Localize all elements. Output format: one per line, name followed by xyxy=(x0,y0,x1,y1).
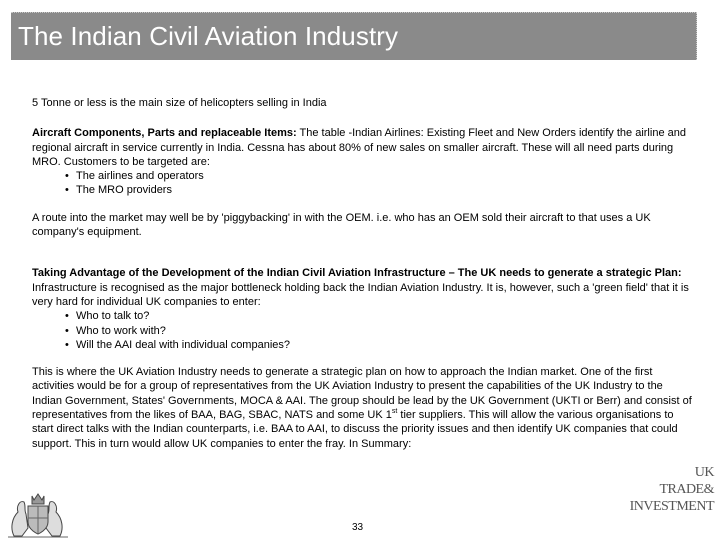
page-number: 33 xyxy=(352,522,364,533)
list-item: • The airlines and operators xyxy=(76,169,692,183)
helicopter-size-paragraph: 5 Tonne or less is the main size of helicopters selling in India xyxy=(32,97,327,109)
infrastructure-paragraph xyxy=(32,266,692,309)
aircraft-components-text: The table -Indian Airlines: Existing Fleet and New Orders identify the airline and regional aircraft in service currently in India. Cessna has about 80% of new sales on smaller aircraft. These will all need parts during MRO. Customers to be targeted are: xyxy=(32,127,686,168)
aircraft-components-paragraph xyxy=(32,126,692,169)
list-item: • Who to talk to? xyxy=(76,309,692,323)
uk-trade-investment-logo: UK TRADE& INVESTMENT xyxy=(629,465,714,514)
slide-body xyxy=(32,96,692,451)
target-customers-list xyxy=(32,169,692,198)
infrastructure-heading: Taking Advantage of the Development of the Indian Civil Aviation Infrastructure – The UK needs to generate a strategic Plan: xyxy=(32,267,682,280)
list-item: • The MRO providers xyxy=(76,183,692,197)
list-item: • Who to work with? xyxy=(76,324,692,338)
entry-questions-list xyxy=(32,309,692,352)
strategic-plan-paragraph: This is where the UK Aviation Industry needs to generate a strategic plan on how to approach the Indian market. One of the first activities would be for a group of representatives from the UK Aviation Industry to present the capabilities of the UK Industry to the Indian Government, States' Governments, MOCA & AAI. The group should be lead by the UK Government (UKTI or Berr) and consist of representatives from the likes of BAA, BAG, SBAC, NATS and some UK 1st tier suppliers. This will allow the various organisations to start direct talks with the Indian counterparts, i.e. BAA to AAI, to discuss the priority issues and then identify UK companies that could support. This in turn would allow UK companies to enter the fray. In Summary: xyxy=(32,366,692,450)
royal-crest-icon xyxy=(4,488,72,538)
piggybacking-paragraph: A route into the market may well be by 'piggybacking' in with the OEM. i.e. who has an OEM sold their aircraft to that uses a UK company's equipment. xyxy=(32,211,651,239)
slide-title: The Indian Civil Aviation Industry xyxy=(18,21,399,51)
aircraft-components-heading: Aircraft Components, Parts and replaceable Items: xyxy=(32,127,297,140)
list-item: • Will the AAI deal with individual companies? xyxy=(76,338,692,352)
infrastructure-text: Infrastructure is recognised as the major bottleneck holding back the Indian Aviation Industry. It is, however, such a 'green field' that it is very hard for individual UK companies to enter: xyxy=(32,281,689,308)
title-bar xyxy=(11,12,697,60)
